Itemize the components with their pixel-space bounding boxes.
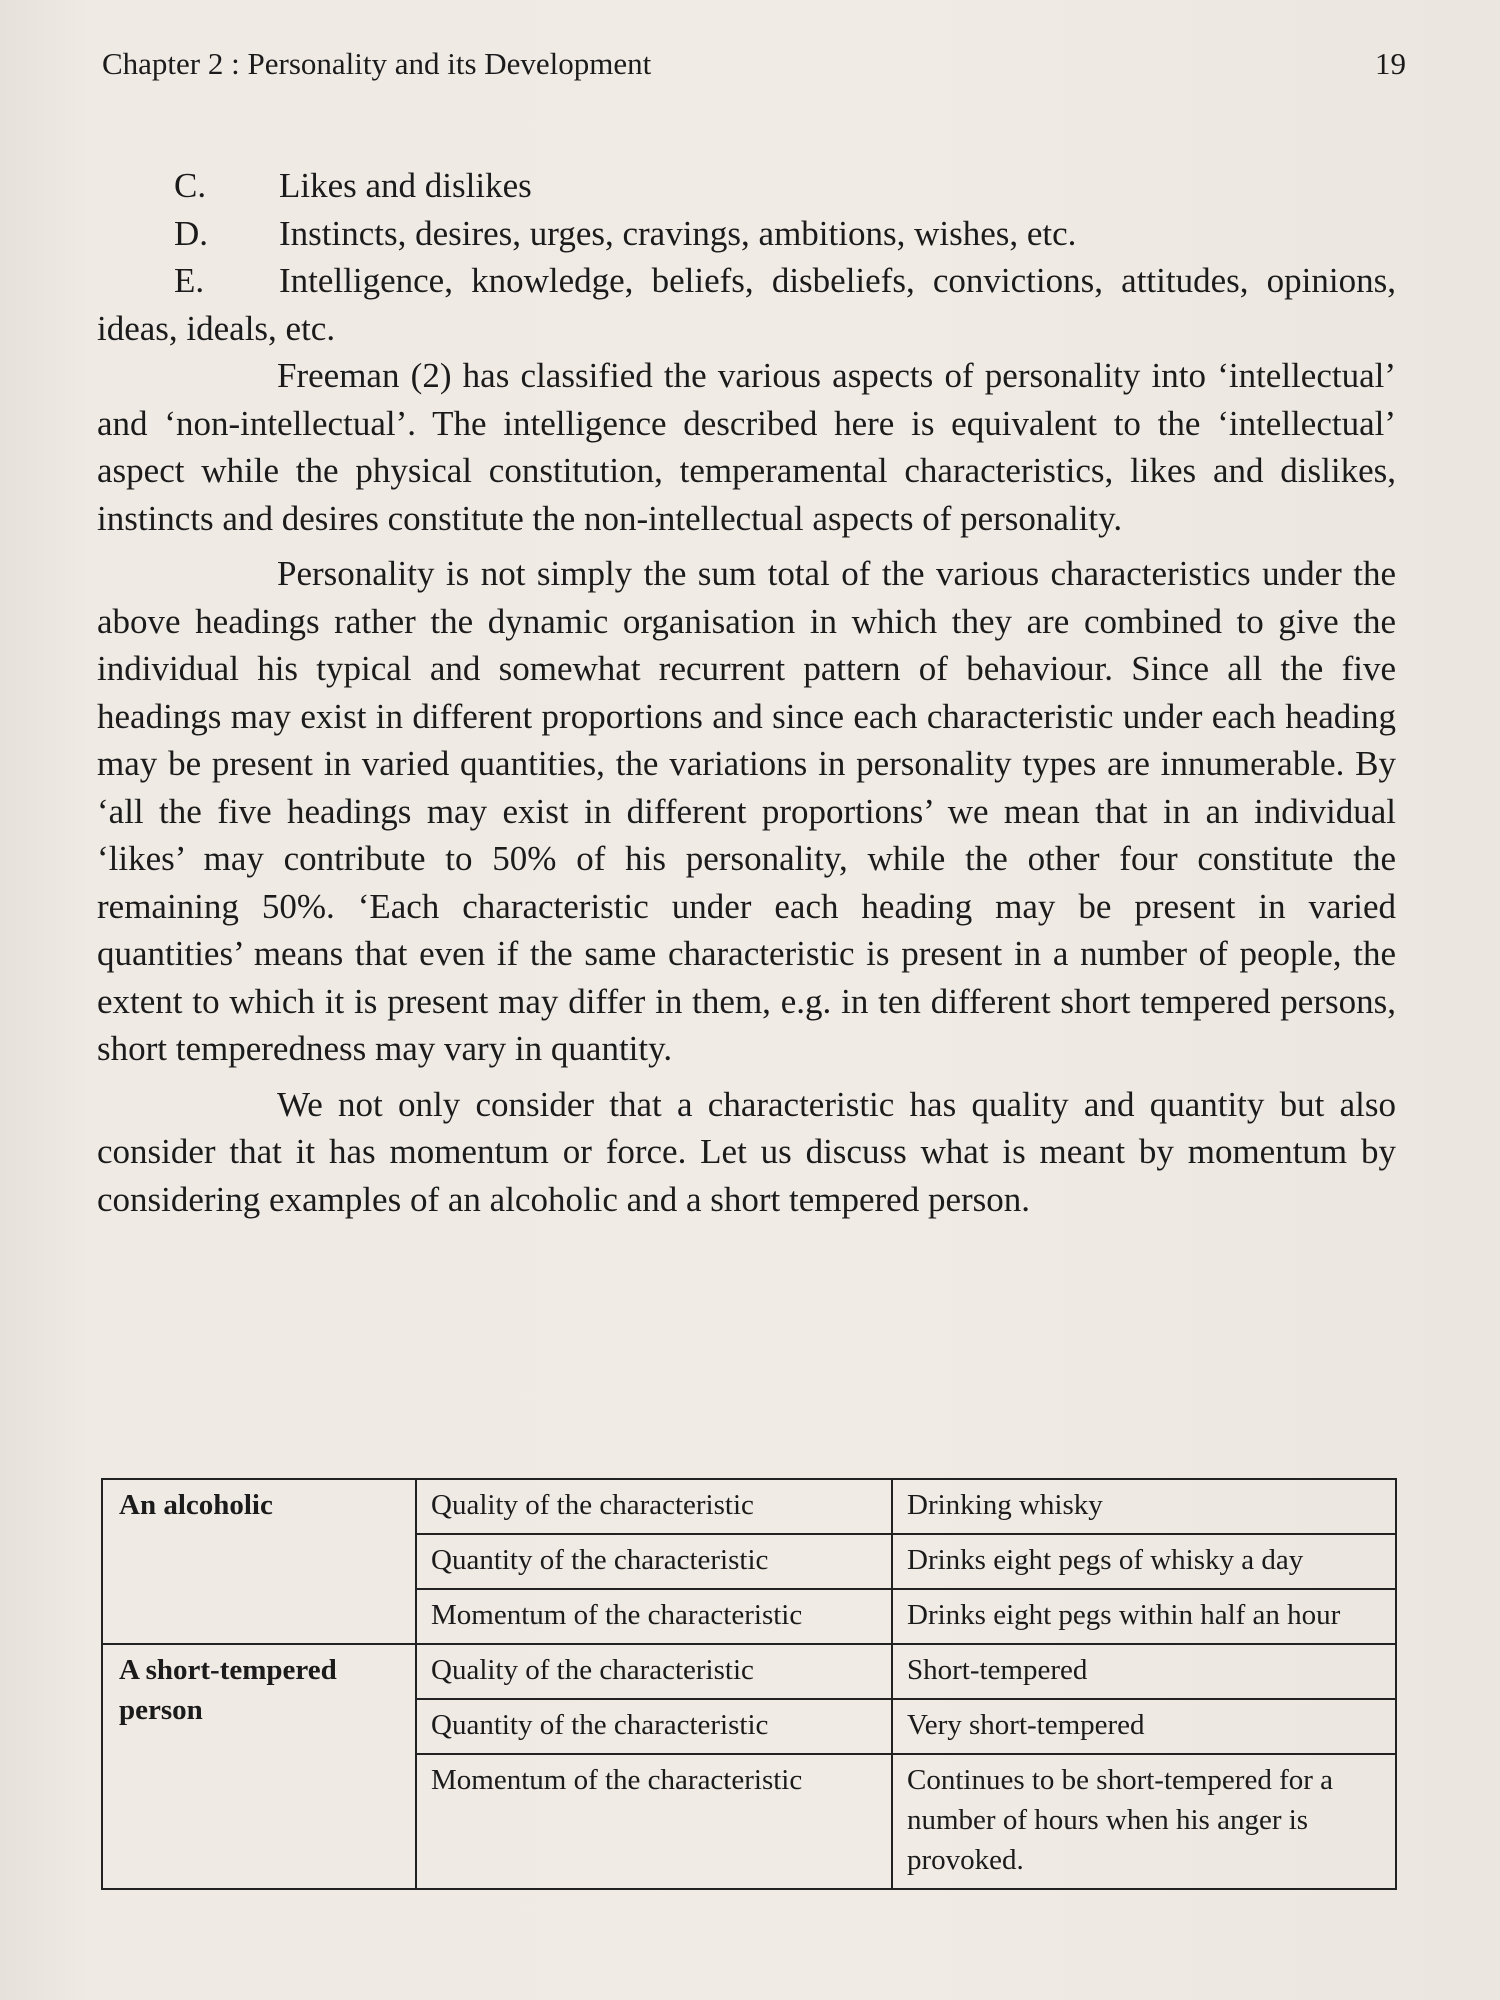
chapter-title: Chapter 2 : Personality and its Development [102, 46, 652, 81]
aspect-cell: Quality of the characteristic [416, 1644, 892, 1699]
example-cell: Drinks eight pegs within half an hour [892, 1589, 1396, 1644]
group-label-short-tempered: A short-tempered person [102, 1644, 416, 1889]
paragraph-momentum: We not only consider that a characteristic has quality and quantity but also consider that it has momentum or force. Let us discuss what is meant by momentum by considering examples of an alcoholic and a short tempered person. [97, 1084, 1396, 1219]
list-letter: D. [174, 213, 209, 253]
group-label-alcoholic: An alcoholic [102, 1479, 416, 1644]
aspect-cell: Momentum of the characteristic [416, 1754, 892, 1889]
list-letter: E. [174, 261, 205, 300]
aspect-cell: Quantity of the characteristic [416, 1699, 892, 1754]
example-cell: Continues to be short-tempered for a number of hours when his anger is provoked. [892, 1754, 1396, 1889]
example-cell: Short-tempered [892, 1644, 1396, 1699]
list-item-e [97, 257, 1396, 352]
paragraph-personality: Personality is not simply the sum total of the various characteristics under the above headings rather the dynamic organisation in which they are combined to give the individual his typical and somewhat recurrent pattern of behaviour. Since all the five headings may exist in different proportions and since each characteristic under each heading may be present in varied quantities, the variations in personality types are innumerable. By ‘all the five headings may exist in different proportions’ we mean that in an individual ‘likes’ may contribute to 50% of his personality, while the other four constitute the remaining 50%. ‘Each characteristic under each heading may be present in varied quantities’ means that even if the same characteristic is present in a number of people, the extent to which it is present may differ in them, e.g. in ten different short tempered persons, short temperedness may vary in quantity. [97, 554, 1396, 1068]
list-text: Intelligence, knowledge, beliefs, disbeliefs, convictions, attitudes, opinions, ideas, ideals, etc. [97, 261, 1396, 348]
body-text [97, 162, 1396, 1223]
example-cell: Drinks eight pegs of whisky a day [892, 1534, 1396, 1589]
example-cell: Very short-tempered [892, 1699, 1396, 1754]
list-text: Likes and dislikes [279, 166, 532, 205]
aspect-cell: Quantity of the characteristic [416, 1534, 892, 1589]
list-text: Instincts, desires, urges, cravings, ambitions, wishes, etc. [279, 213, 1077, 253]
momentum-examples-table [101, 1478, 1397, 1890]
page-number: 19 [1375, 46, 1406, 81]
example-cell: Drinking whisky [892, 1479, 1396, 1534]
list-item-c [97, 162, 1396, 210]
list-item-d [97, 210, 1396, 258]
aspect-cell: Momentum of the characteristic [416, 1589, 892, 1644]
list-letter: C. [174, 166, 207, 205]
aspect-cell: Quality of the characteristic [416, 1479, 892, 1534]
paragraph-freeman: Freeman (2) has classified the various aspects of personality into ‘intellectual’ and ‘non-intellectual’. The intelligence described here is equivalent to the ‘intellectual’ aspect while the physical constitution, temperamental characteristics, likes and dislikes, instincts and desires constitute the non-intellectual aspects of personality. [97, 356, 1396, 538]
table-row [102, 1479, 1396, 1534]
table-row [102, 1644, 1396, 1699]
